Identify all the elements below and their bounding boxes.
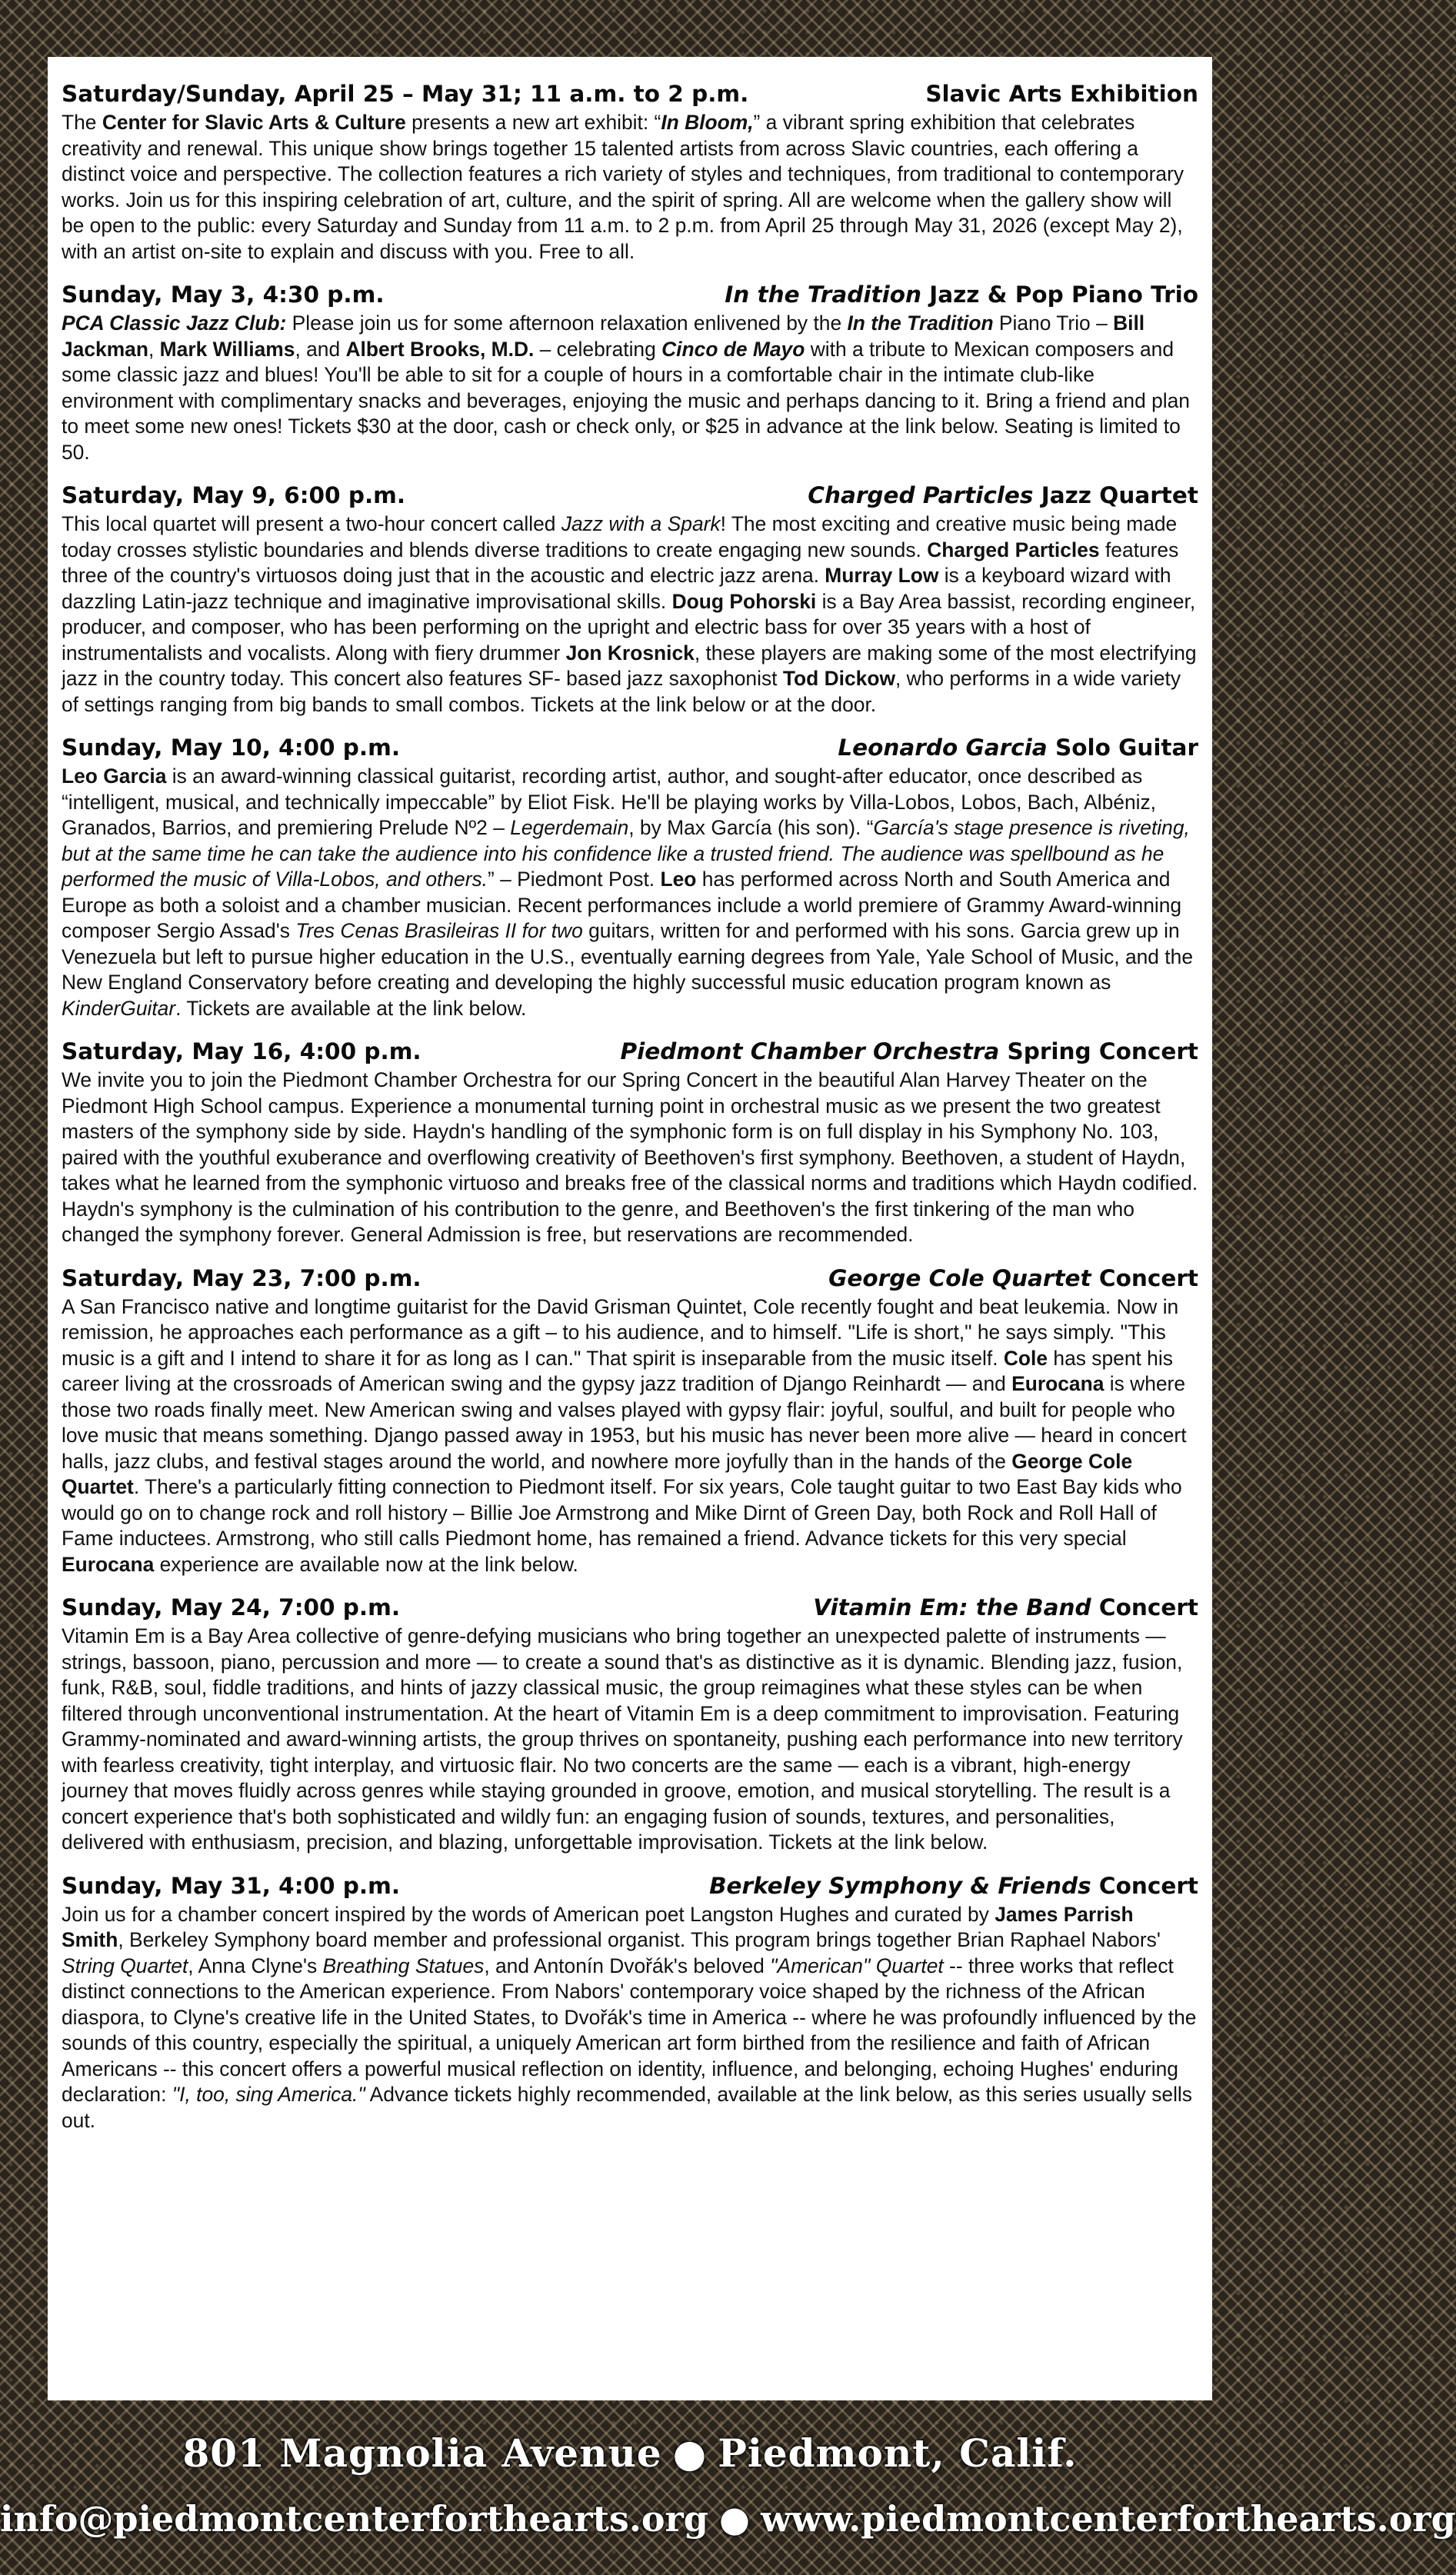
footer-address: 801 Magnolia Avenue xyxy=(182,2430,662,2476)
event-date: Saturday, May 16, 4:00 p.m. xyxy=(62,1038,421,1064)
event-title-type: Concert xyxy=(1091,1264,1198,1291)
event-listing xyxy=(62,1870,1200,2134)
event-description: Join us for a chamber concert inspired by the words of American poet Langston Hughes and curated by James Parrish Smith, Berkeley Symphony board member and professional organist. This program brings together Brian Raphael Nabors' String Quartet, Anna Clyne's Breathing Statues, and Antonín Dvořák's beloved "American" Quartet -- three works that reflect distinct connections to the American experience. From Nabors' contemporary voice shaped by the richness of the African diaspora, to Clyne's creative life in the United States, to Dvořák's time in America -- where he was profoundly influenced by the sounds of this country, especially the spiritual, a uniquely American art form birthed from the resilience and faith of African Americans -- this concert offers a powerful musical reflection on identity, influence, and belonging, echoing Hughes' enduring declaration: "I, too, sing America." Advance tickets highly recommended, available at the link below, as this series usually sells out. xyxy=(62,1902,1197,2132)
event-title xyxy=(813,1592,1200,1623)
event-listing xyxy=(62,1592,1200,1856)
event-title xyxy=(838,732,1200,763)
bullet-separator: ● xyxy=(718,2498,751,2540)
event-description: Vitamin Em is a Bay Area collective of genre-defying musicians who bring together an unexpected palette of instruments — strings, bassoon, piano, percussion and more — to create a sound that's as distinctive as it is dynamic. Blending jazz, fusion, funk, R&B, soul, fiddle traditions, and hints of jazzy classical music, the group reimagines what these styles can be when filtered through unconventional instrumentation. At the heart of Vitamin Em is a deep commitment to improvisation. Featuring Grammy-nominated and award-winning artists, the group thrives on spontaneity, pushing each performance into new territory with fearless creativity, tight interplay, and virtuosic flair. No two concerts are the same — each is a vibrant, high-energy journey that moves fluidly across genres while staying grounded in groove, emotion, and musical storytelling. The result is a concert experience that's both sophisticated and wildly fun: an engaging fusion of sounds, textures, and personalities, delivered with enthusiasm, precision, and blazing, unforgettable improvisation. Tickets at the link below. xyxy=(62,1624,1183,1854)
event-description: PCA Classic Jazz Club: Please join us for some afternoon relaxation enlivened by the In the Tradition Piano Trio – Bill Jackman, Mark Williams, and Albert Brooks, M.D. – celebrating Cinco de Mayo with a tribute to Mexican composers and some classic jazz and blues! You'll be able to sit for a couple of hours in a comfortable chair in the intimate club-like environment with complimentary snacks and beverages, enjoying the music and perhaps dancing to it. Bring a friend and plan to meet some new ones! Tickets $30 at the door, cash or check only, or $25 in advance at the link below. Seating is limited to 50. xyxy=(62,311,1190,464)
event-title-name: Charged Particles xyxy=(808,482,1034,508)
event-title-name: Leonardo Garcia xyxy=(838,735,1048,761)
event-title-name: Piedmont Chamber Orchestra xyxy=(620,1038,1000,1064)
event-date: Saturday, May 23, 7:00 p.m. xyxy=(62,1264,421,1291)
event-header xyxy=(62,1036,1200,1067)
event-title-type: Jazz & Pop Piano Trio xyxy=(921,281,1198,308)
bullet-separator: ● xyxy=(672,2430,708,2476)
event-title-name: Berkeley Symphony & Friends xyxy=(709,1872,1091,1899)
footer-contact-line xyxy=(0,2498,1456,2540)
event-listing xyxy=(62,1036,1200,1248)
event-title xyxy=(808,480,1200,511)
event-date: Saturday/Sunday, April 25 – May 31; 11 a.m. to 2 p.m. xyxy=(62,81,749,107)
event-listing xyxy=(62,732,1200,1021)
event-header xyxy=(62,1870,1200,1901)
event-header xyxy=(62,480,1200,511)
event-date: Saturday, May 9, 6:00 p.m. xyxy=(62,482,406,508)
event-title xyxy=(725,279,1200,310)
event-description: A San Francisco native and longtime guitarist for the David Grisman Quintet, Cole recently fought and beat leukemia. Now in remission, he approaches each performance as a gift – to his audience, and to himself. "Life is short," he says simply. "This music is a gift and I intend to share it for as long as I can." That spirit is inseparable from the music itself. Cole has spent his career living at the crossroads of American swing and the gypsy jazz tradition of Django Reinhardt — and Eurocana is where those two roads finally meet. New American swing and valses played with gypsy flair: joyful, soulful, and built for people who love music that means something. Django passed away in 1953, but his music has never been more alive — heard in concert halls, jazz clubs, and festival stages around the world, and nowhere more joyfully than in the hands of the George Cole Quartet. There's a particularly fitting connection to Piedmont itself. For six years, Cole taught guitar to two East Bay kids who would go on to change rock and roll history – Billie Joe Armstrong and Mike Dirnt of Green Day, both Rock and Roll Hall of Fame inductees. Armstrong, who still calls Piedmont home, has remained a friend. Advance tickets for this very special Eurocana experience are available now at the link below. xyxy=(62,1294,1187,1576)
event-header xyxy=(62,78,1200,109)
event-title-type: Solo Guitar xyxy=(1047,735,1198,761)
footer-email-link[interactable]: info@piedmontcenterforthearts.org xyxy=(0,2498,708,2540)
event-description: The Center for Slavic Arts & Culture presents a new art exhibit: “In Bloom,” a vibrant spring exhibition that celebrates creativity and renewal. This unique show brings together 15 talented artists from across Slavic countries, each offering a distinct voice and perspective. The collection features a rich variety of styles and techniques, from traditional to contemporary works. Join us for this inspiring celebration of art, culture, and the spirit of spring. All are welcome when the gallery show will be open to the public: every Saturday and Sunday from 11 a.m. to 2 p.m. from April 25 through May 31, 2026 (except May 2), with an artist on-site to explain and discuss with you. Free to all. xyxy=(62,111,1184,263)
event-date: Sunday, May 31, 4:00 p.m. xyxy=(62,1872,401,1899)
event-description: This local quartet will present a two-hour concert called Jazz with a Spark! The most exciting and creative music being made today crosses stylistic boundaries and blends diverse traditions to create engaging new sounds. Charged Particles features three of the country's virtuosos doing just that in the acoustic and electric jazz arena. Murray Low is a keyboard wizard with dazzling Latin-jazz technique and imaginative improvisational skills. Doug Pohorski is a Bay Area bassist, recording engineer, producer, and composer, who has been performing on the upright and electric bass for over 35 years with a host of instrumentalists and vocalists. Along with fiery drummer Jon Krosnick, these players are making some of the most electrifying jazz in the country today. This concert also features SF- based jazz saxophonist Tod Dickow, who performs in a wide variety of settings ranging from big bands to small combos. Tickets at the link below or at the door. xyxy=(62,512,1197,716)
event-listing xyxy=(62,1263,1200,1578)
event-title-name: George Cole Quartet xyxy=(828,1264,1091,1291)
event-date: Sunday, May 24, 7:00 p.m. xyxy=(62,1594,401,1621)
event-title xyxy=(621,1036,1200,1067)
event-title-type: Slavic Arts Exhibition xyxy=(925,81,1198,107)
event-title-name: In the Tradition xyxy=(725,281,921,308)
event-title-name: Vitamin Em: the Band xyxy=(813,1594,1091,1621)
footer-address-line xyxy=(0,2430,1260,2476)
event-header xyxy=(62,1592,1200,1623)
event-title xyxy=(709,1870,1200,1901)
event-description: Leo Garcia is an award-winning classical guitarist, recording artist, author, and sought-after educator, once described as “intelligent, musical, and technically impeccable” by Eliot Fisk. He'll be playing works by Villa-Lobos, Lobos, Bach, Albéniz, Granados, Barrios, and premiering Prelude Nº2 – Legerdemain, by Max García (his son). “García's stage presence is riveting, but at the same time he can take the audience into his confidence like a trusted friend. The audience was spellbound as he performed the music of Villa-Lobos, and others.” – Piedmont Post. Leo has performed across North and South America and Europe as both a soloist and a chamber musician. Recent performances include a world premiere of Grammy Award-winning composer Sergio Assad's Tres Cenas Brasileiras II for two guitars, written for and performed with his sons. Garcia grew up in Venezuela but left to pursue higher education in the U.S., eventually earning degrees from Yale, Yale School of Music, and the New England Conservatory before creating and developing the highly successful music education program known as KinderGuitar. Tickets are available at the link below. xyxy=(62,765,1193,1020)
footer-city: Piedmont, Calif. xyxy=(718,2430,1078,2476)
event-listing xyxy=(62,279,1200,465)
event-header xyxy=(62,1263,1200,1294)
event-date: Sunday, May 3, 4:30 p.m. xyxy=(62,281,385,308)
event-title xyxy=(925,78,1200,109)
event-title xyxy=(828,1263,1200,1294)
event-listing xyxy=(62,480,1200,718)
event-header xyxy=(62,732,1200,763)
footer-website-link[interactable]: www.piedmontcenterforthearts.org xyxy=(761,2498,1456,2540)
event-title-type: Spring Concert xyxy=(999,1038,1198,1064)
event-title-type: Jazz Quartet xyxy=(1033,482,1198,508)
event-header xyxy=(62,279,1200,310)
event-date: Sunday, May 10, 4:00 p.m. xyxy=(62,735,401,761)
event-description: We invite you to join the Piedmont Chamber Orchestra for our Spring Concert in the beautiful Alan Harvey Theater on the Piedmont High School campus. Experience a monumental turning point in orchestral music as we present the two greatest masters of the symphony side by side. Haydn's handling of the symphonic form is on full display in his Symphony No. 103, paired with the youthful exuberance and overflowing creativity of Beethoven's first symphony. Beethoven, a student of Haydn, takes what he learned from the symphonic virtuoso and breaks free of the classical norms and traditions which Haydn codified. Haydn's symphony is the culmination of his contribution to the genre, and Beethoven's the first tinkering of the man who changed the symphony forever. General Admission is free, but reservations are recommended. xyxy=(62,1068,1198,1246)
event-title-type: Concert xyxy=(1091,1594,1198,1621)
event-title-type: Concert xyxy=(1091,1872,1198,1899)
event-listing xyxy=(62,78,1200,265)
events-panel xyxy=(48,57,1212,2400)
